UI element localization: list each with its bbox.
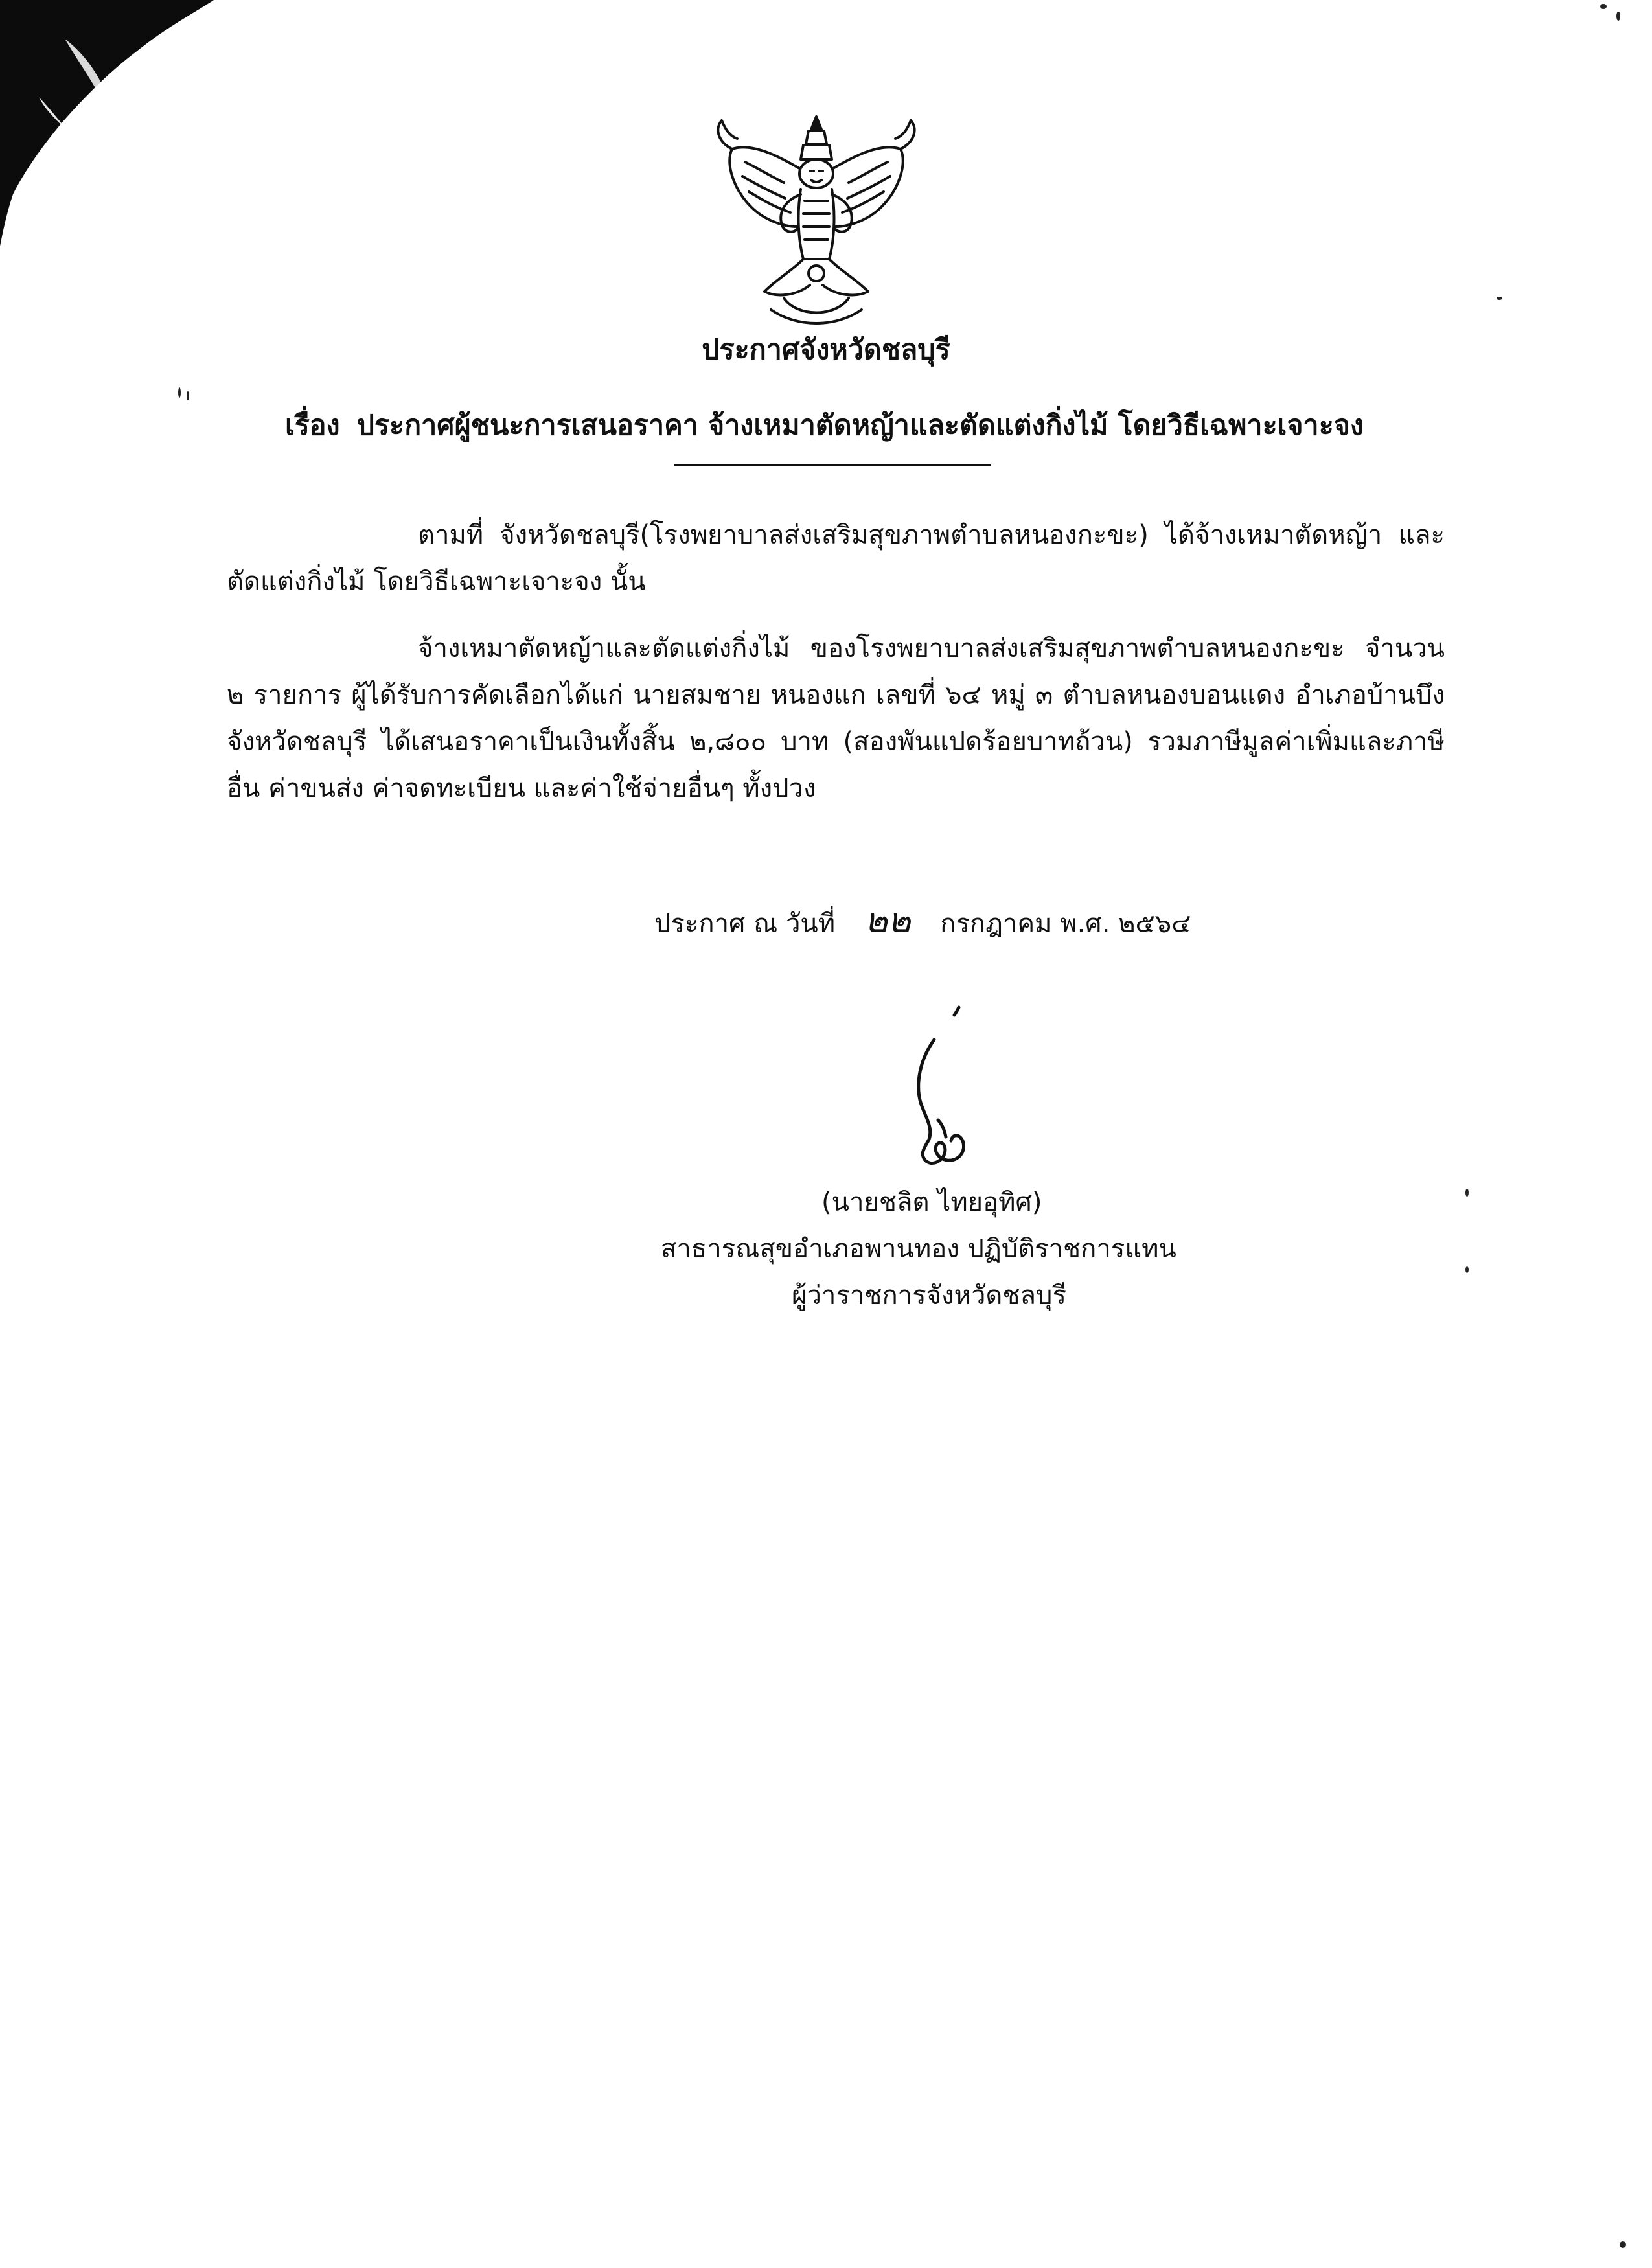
scan-speck — [178, 387, 181, 398]
date-day: ๒๒ — [864, 900, 911, 941]
scan-shadow — [0, 0, 214, 272]
subject-text: ประกาศผู้ชนะการเสนอราคา จ้างเหมาตัดหญ้าและตัดแต่งกิ่งไม้ โดยวิธีเฉพาะเจาะจง — [356, 409, 1364, 442]
document-title: ประกาศจังหวัดชลบุรี — [702, 334, 950, 366]
garuda-emblem-icon — [706, 104, 926, 337]
scan-speck — [1600, 4, 1607, 9]
scan-speck — [1616, 12, 1620, 21]
announcement-date — [654, 897, 1191, 947]
date-prefix: ประกาศ ณ วันที่ — [654, 909, 836, 939]
body-paragraph-1: ตามที่ จังหวัดชลบุรี(โรงพยาบาลส่งเสริมสุขภาพตำบลหนองกะขะ) ได้จ้างเหมาตัดหญ้า และตัดแต่งกิ่งไม้ โดยวิธีเฉพาะเจาะจง นั้น — [227, 520, 1445, 597]
subject-label: เรื่อง — [285, 409, 340, 442]
scan-speck — [1497, 297, 1502, 300]
scan-speck — [1465, 1189, 1469, 1197]
subject-divider — [674, 464, 991, 466]
signature-block — [622, 1179, 1218, 1319]
scan-speck — [1465, 1266, 1469, 1273]
date-month-year: กรกฎาคม พ.ศ. ๒๕๖๔ — [940, 909, 1191, 939]
body-paragraph-2: จ้างเหมาตัดหญ้าและตัดแต่งกิ่งไม้ ของโรงพยาบาลส่งเสริมสุขภาพตำบลหนองกะขะ จำนวน ๒ รายการ ผู้ได้รับการคัดเลือกได้แก่ นายสมชาย หนองแก เลขที่ ๖๔ หมู่ ๓ ตำบลหนองบอนแดง อำเภอบ้านบึง จังหวัดชลบุรี ได้เสนอราคาเป็นเงินทั้งสิ้น ๒,๘๐๐ บาท (สองพันแปดร้อยบาทถ้วน) รวมภาษีมูลค่าเพิ่มและภาษีอื่น ค่าขนส่ง ค่าจดทะเบียน และค่าใช้จ่ายอื่นๆ ทั้งปวง — [227, 634, 1445, 803]
subject-line — [285, 403, 1451, 448]
signatory-role: ผู้ว่าราชการจังหวัดชลบุรี — [792, 1281, 1066, 1311]
signatory-name: (นายชลิต ไทยอุทิศ) — [821, 1187, 1042, 1217]
signatory-position: สาธารณสุขอำเภอพานทอง ปฏิบัติราชการแทน — [661, 1234, 1176, 1264]
scan-speck — [1620, 2241, 1626, 2248]
handwritten-signature — [862, 1001, 1004, 1189]
scan-speck — [187, 391, 189, 400]
